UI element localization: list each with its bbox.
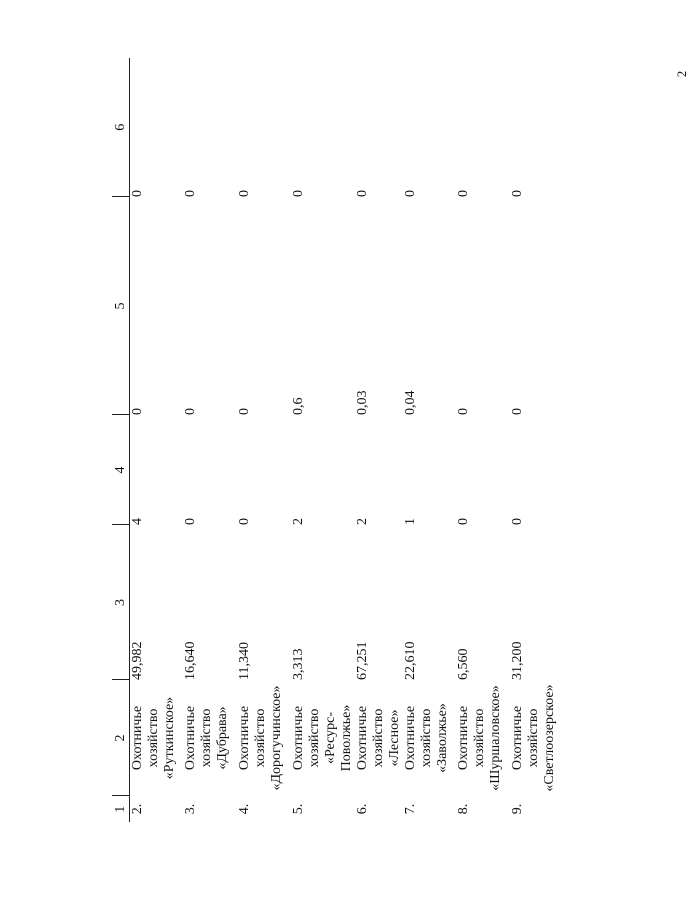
cell-col4: 0	[237, 518, 252, 525]
row-number: 9.	[510, 803, 525, 815]
farm-name-line: хозяйство	[146, 708, 161, 768]
row-number: 3.	[183, 803, 198, 815]
cell-col6: 0	[403, 190, 418, 197]
farm-name-line: «Дорогучинское»	[269, 685, 284, 791]
table-row	[510, 58, 570, 822]
farm-name-line: Охотничье	[403, 705, 418, 771]
cell-col6: 0	[237, 190, 252, 197]
cell-col5: 0	[510, 408, 525, 415]
cell-col4: 2	[355, 518, 370, 525]
cell-col3: 67,251	[355, 641, 370, 680]
farm-name-line: Охотничье	[510, 705, 525, 771]
farm-name-line: хозяйство «Лесное»	[371, 708, 402, 768]
cell-col6: 0	[183, 190, 198, 197]
table-row	[130, 58, 184, 822]
cell-col3: 22,610	[403, 641, 418, 680]
farm-name-line: «Заволжье»	[435, 703, 450, 773]
cell-col3: 3,313	[291, 648, 306, 680]
farm-name-line: Охотничье	[291, 705, 306, 771]
table-row	[355, 58, 403, 822]
row-number: 2.	[130, 803, 145, 815]
cell-col3: 31,200	[510, 641, 525, 680]
cell-col4: 0	[456, 518, 471, 525]
farm-name-line: Охотничье	[183, 705, 198, 771]
row-number: 7.	[403, 803, 418, 815]
header-row	[112, 58, 130, 822]
farm-name-line: хозяйство	[307, 708, 322, 768]
cell-col6: 0	[456, 190, 471, 197]
farm-name-line: «Руткинское»	[162, 696, 177, 780]
farm-name-line: Охотничье	[237, 705, 252, 771]
data-table	[112, 58, 570, 822]
cell-col5: 0	[237, 408, 252, 415]
cell-col3: 6,560	[456, 648, 471, 680]
farm-name-line: хозяйство	[472, 708, 487, 768]
row-number: 4.	[237, 803, 252, 815]
cell-col4: 0	[183, 518, 198, 525]
row-number: 6.	[355, 803, 370, 815]
farm-name	[355, 680, 403, 796]
cell-col5: 0,03	[355, 390, 370, 415]
farm-name-line: хозяйство	[253, 708, 268, 768]
farm-name-line: хозяйство	[419, 708, 434, 768]
cell-col6: 0	[130, 190, 145, 197]
column-header-5: 5	[112, 197, 130, 415]
cell-col4: 4	[130, 518, 145, 525]
farm-name	[183, 680, 237, 796]
column-header-2: 2	[112, 680, 130, 796]
farm-name	[291, 680, 355, 796]
column-header-4: 4	[112, 415, 130, 525]
farm-name-line: хозяйство	[526, 708, 541, 768]
farm-name	[456, 680, 510, 796]
farm-name	[510, 680, 570, 796]
cell-col3: 11,340	[237, 642, 252, 680]
table-row	[183, 58, 237, 822]
cell-col5: 0,04	[403, 390, 418, 415]
farm-name	[130, 680, 184, 796]
hunting-farms-table	[112, 58, 557, 822]
table-row	[237, 58, 291, 822]
cell-col4: 0	[510, 518, 525, 525]
farm-name-line: Охотничье	[456, 705, 471, 771]
column-header-1: 1	[112, 796, 130, 822]
farm-name-line: «Светлоозерское»	[542, 684, 557, 792]
cell-col6: 0	[355, 190, 370, 197]
table-row	[291, 58, 355, 822]
column-header-6: 6	[112, 58, 130, 197]
cell-col5: 0	[456, 408, 471, 415]
farm-name-line: «Дубрава»	[215, 706, 230, 770]
row-number: 8.	[456, 803, 471, 815]
farm-name-line: Охотничье	[130, 705, 145, 771]
cell-col6: 0	[291, 190, 306, 197]
cell-col4: 1	[403, 518, 418, 525]
farm-name	[403, 680, 456, 796]
cell-col5: 0	[130, 408, 145, 415]
cell-col5: 0	[183, 408, 198, 415]
cell-col3: 49,982	[130, 641, 145, 680]
cell-col3: 16,640	[183, 641, 198, 680]
farm-name	[237, 680, 291, 796]
row-number: 5.	[291, 803, 306, 815]
page-number: 2	[674, 70, 689, 78]
cell-col4: 2	[291, 518, 306, 525]
column-header-3: 3	[112, 525, 130, 680]
table-row	[403, 58, 456, 822]
farm-name-line: «Ресурс-Поволжье»	[323, 704, 354, 772]
cell-col5: 0,6	[291, 397, 306, 415]
farm-name-line: хозяйство	[199, 708, 214, 768]
farm-name-line: Охотничье	[355, 705, 370, 771]
cell-col6: 0	[510, 190, 525, 197]
table-row	[456, 58, 510, 822]
farm-name-line: «Шуршаловское»	[488, 685, 503, 791]
